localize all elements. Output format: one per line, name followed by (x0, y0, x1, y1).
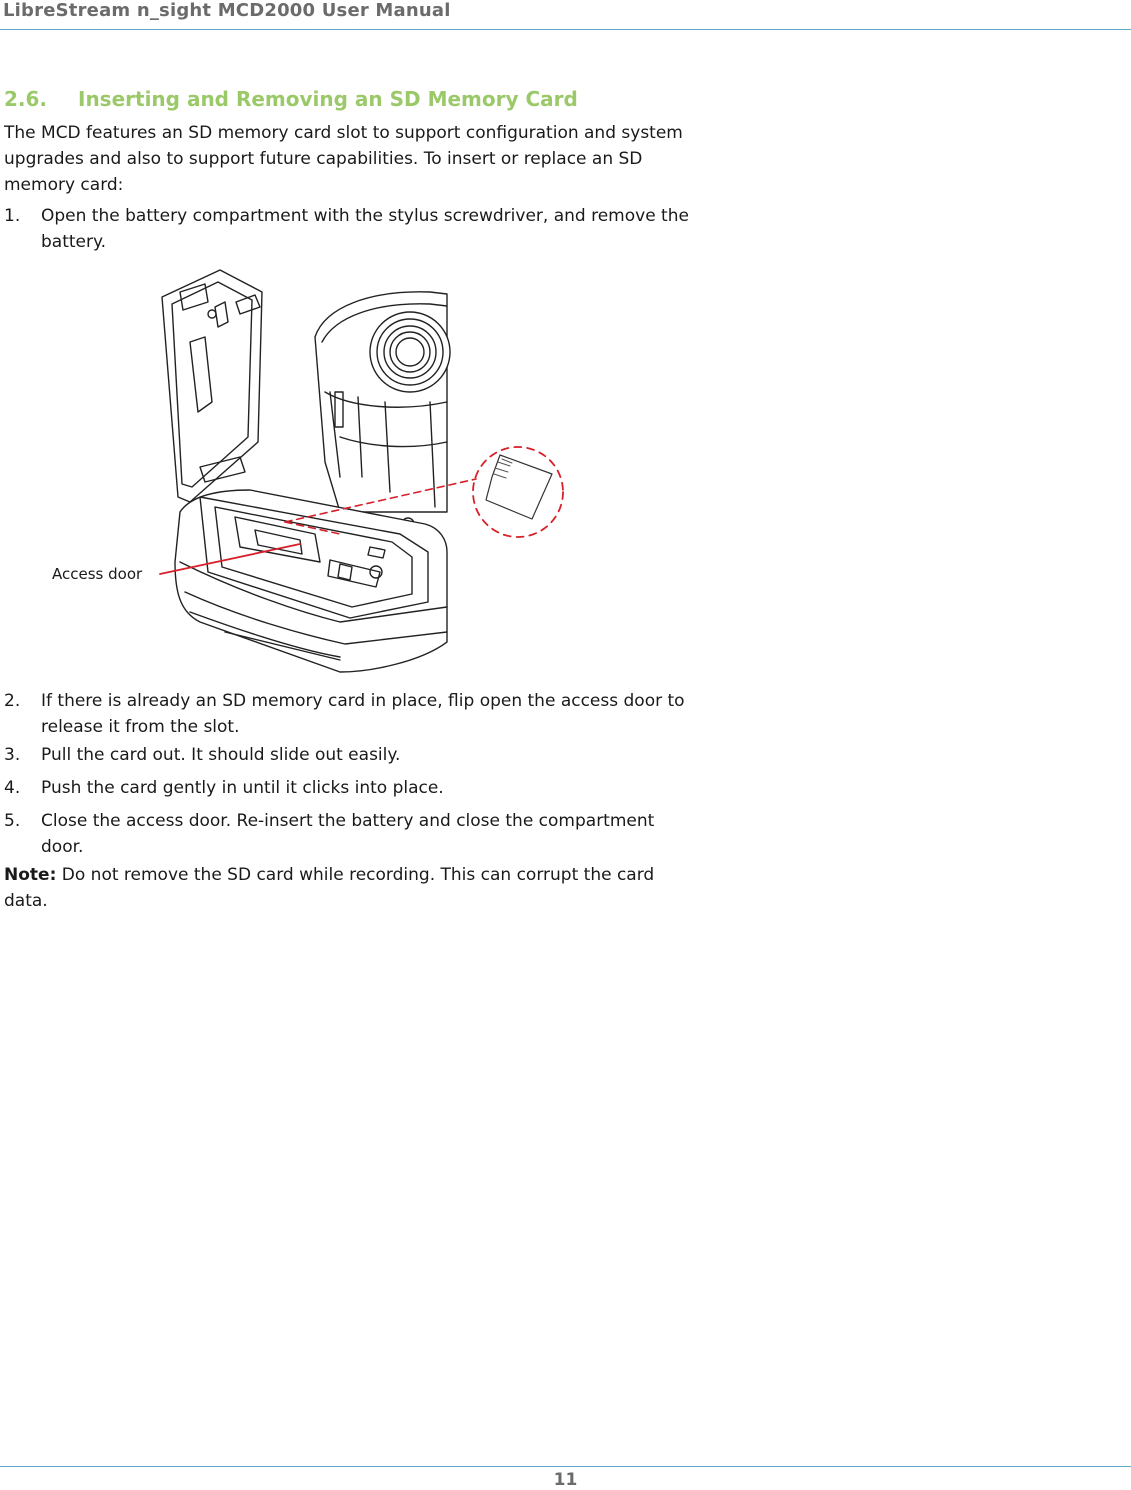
step-item (4, 808, 694, 860)
page-number: 11 (553, 1470, 578, 1490)
step-number: 3. (4, 745, 21, 765)
section-heading (4, 87, 578, 111)
section-title: Inserting and Removing an SD Memory Card (78, 87, 578, 111)
note-label: Note: (4, 865, 57, 885)
header-divider (0, 29, 1131, 30)
step-text: Push the card gently in until it clicks into place. (41, 778, 444, 798)
step-number: 1. (4, 206, 21, 226)
note-paragraph (4, 862, 694, 914)
footer-divider (0, 1466, 1131, 1467)
step-number: 2. (4, 691, 21, 711)
step-item (4, 742, 694, 768)
battery-compartment-figure (40, 262, 580, 677)
step-item (4, 203, 694, 255)
step-text: Close the access door. Re-insert the battery and close the compartment door. (41, 811, 655, 857)
step-text: If there is already an SD memory card in place, flip open the access door to release it from the slot. (41, 691, 685, 737)
step-number: 4. (4, 778, 21, 798)
document-header-title: LibreStream n_sight MCD2000 User Manual (3, 0, 451, 21)
step-item (4, 775, 694, 801)
camera-illustration (40, 262, 580, 677)
step-number: 5. (4, 811, 21, 831)
section-number: 2.6. (4, 87, 48, 111)
step-text: Pull the card out. It should slide out easily. (41, 745, 401, 765)
intro-paragraph: The MCD features an SD memory card slot to support configuration and system upgrades and also to support future capabilities. To insert or replace an SD memory card: (4, 123, 683, 195)
access-door-label: Access door (52, 565, 143, 583)
step-item (4, 688, 694, 740)
step-text: Open the battery compartment with the stylus screwdriver, and remove the battery. (41, 206, 689, 252)
note-text: Do not remove the SD card while recording. This can corrupt the card data. (4, 865, 655, 911)
